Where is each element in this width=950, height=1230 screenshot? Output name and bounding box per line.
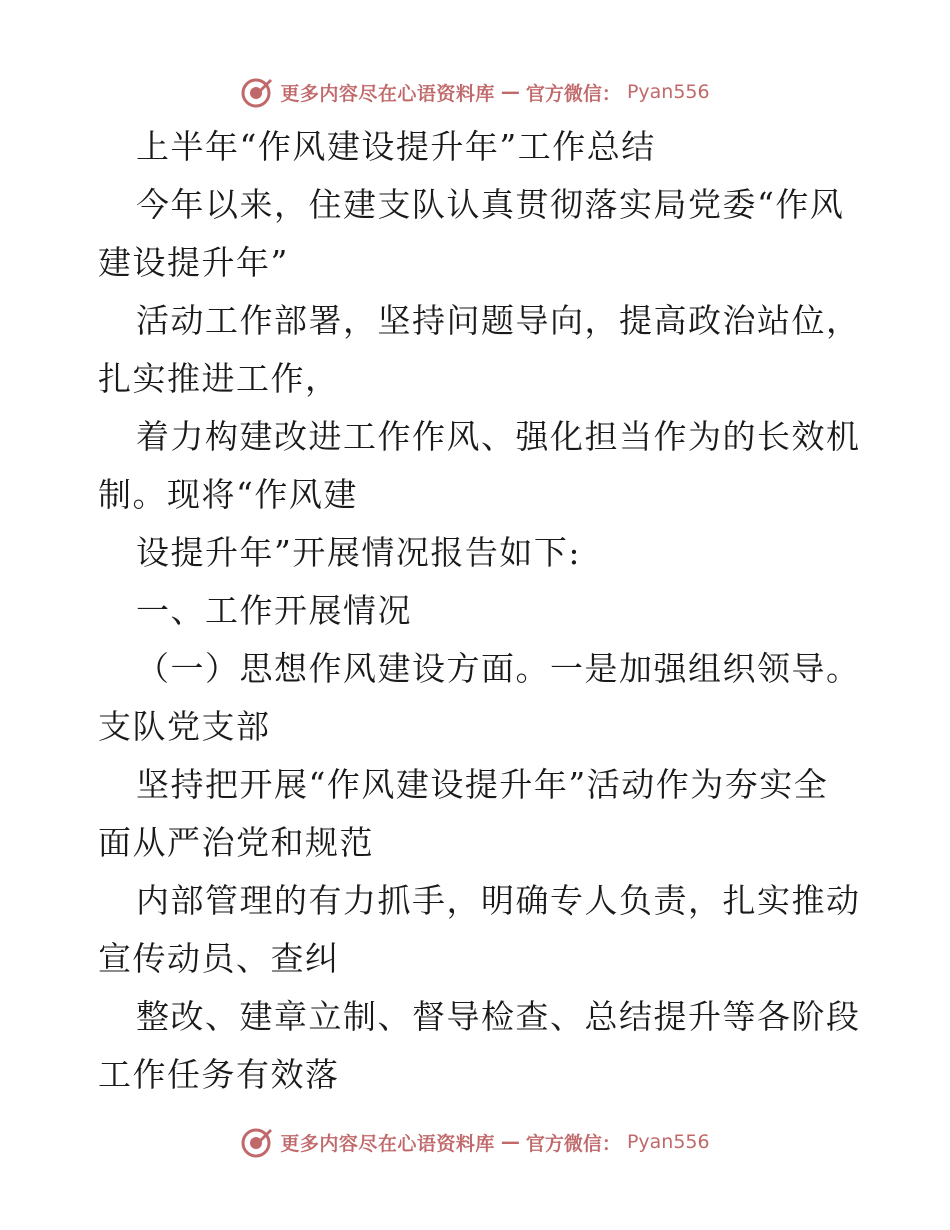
text-line: 设提升年”开展情况报告如下: [136,533,581,572]
banner-wechat-label: 官方微信： [525,1132,621,1155]
text-line: 宣传动员、查纠 [98,939,340,978]
text-line: （一）思想作风建设方面。一是加强组织领导。 [136,649,861,688]
section-heading: 一、工作开展情况 [136,591,412,630]
text-line: 活动工作部署，坚持问题导向，提高政治站位， [136,301,861,340]
doc-title: 上半年“作风建设提升年”工作总结 [136,127,656,166]
text-line: 支队党支部 [98,707,271,746]
document-body [98,118,861,1104]
banner-wechat-id: Pyan556 [626,81,710,103]
footer-banner [0,1122,950,1162]
text-line: 坚持把开展“作风建设提升年”活动作为夯实全 [136,765,829,804]
text-line: 着力构建改进工作作风、强化担当作为的长效机 [136,417,861,456]
text-line: 今年以来，住建支队认真贯彻落实局党委“作风 [136,185,845,224]
text-line: 建设提升年” [98,243,289,282]
text-line: 整改、建章立制、督导检查、总结提升等各阶段 [136,997,861,1036]
pen-logo-icon [240,1125,274,1159]
banner-wechat-label: 官方微信： [525,82,621,105]
header-banner [0,72,950,112]
text-line: 内部管理的有力抓手，明确专人负责，扎实推动 [136,881,861,920]
banner-dash: — [500,1131,520,1153]
pen-logo-icon [240,75,274,109]
text-line: 制。现将“作风建 [98,475,358,514]
banner-wechat-id: Pyan556 [626,1131,710,1153]
banner-main-text: 更多内容尽在心语资料库 [280,1132,495,1155]
text-line: 工作任务有效落 [98,1055,340,1094]
text-line: 扎实推进工作， [98,359,340,398]
banner-dash: — [500,81,520,103]
banner-main-text: 更多内容尽在心语资料库 [280,82,495,105]
text-line: 面从严治党和规范 [98,823,374,862]
